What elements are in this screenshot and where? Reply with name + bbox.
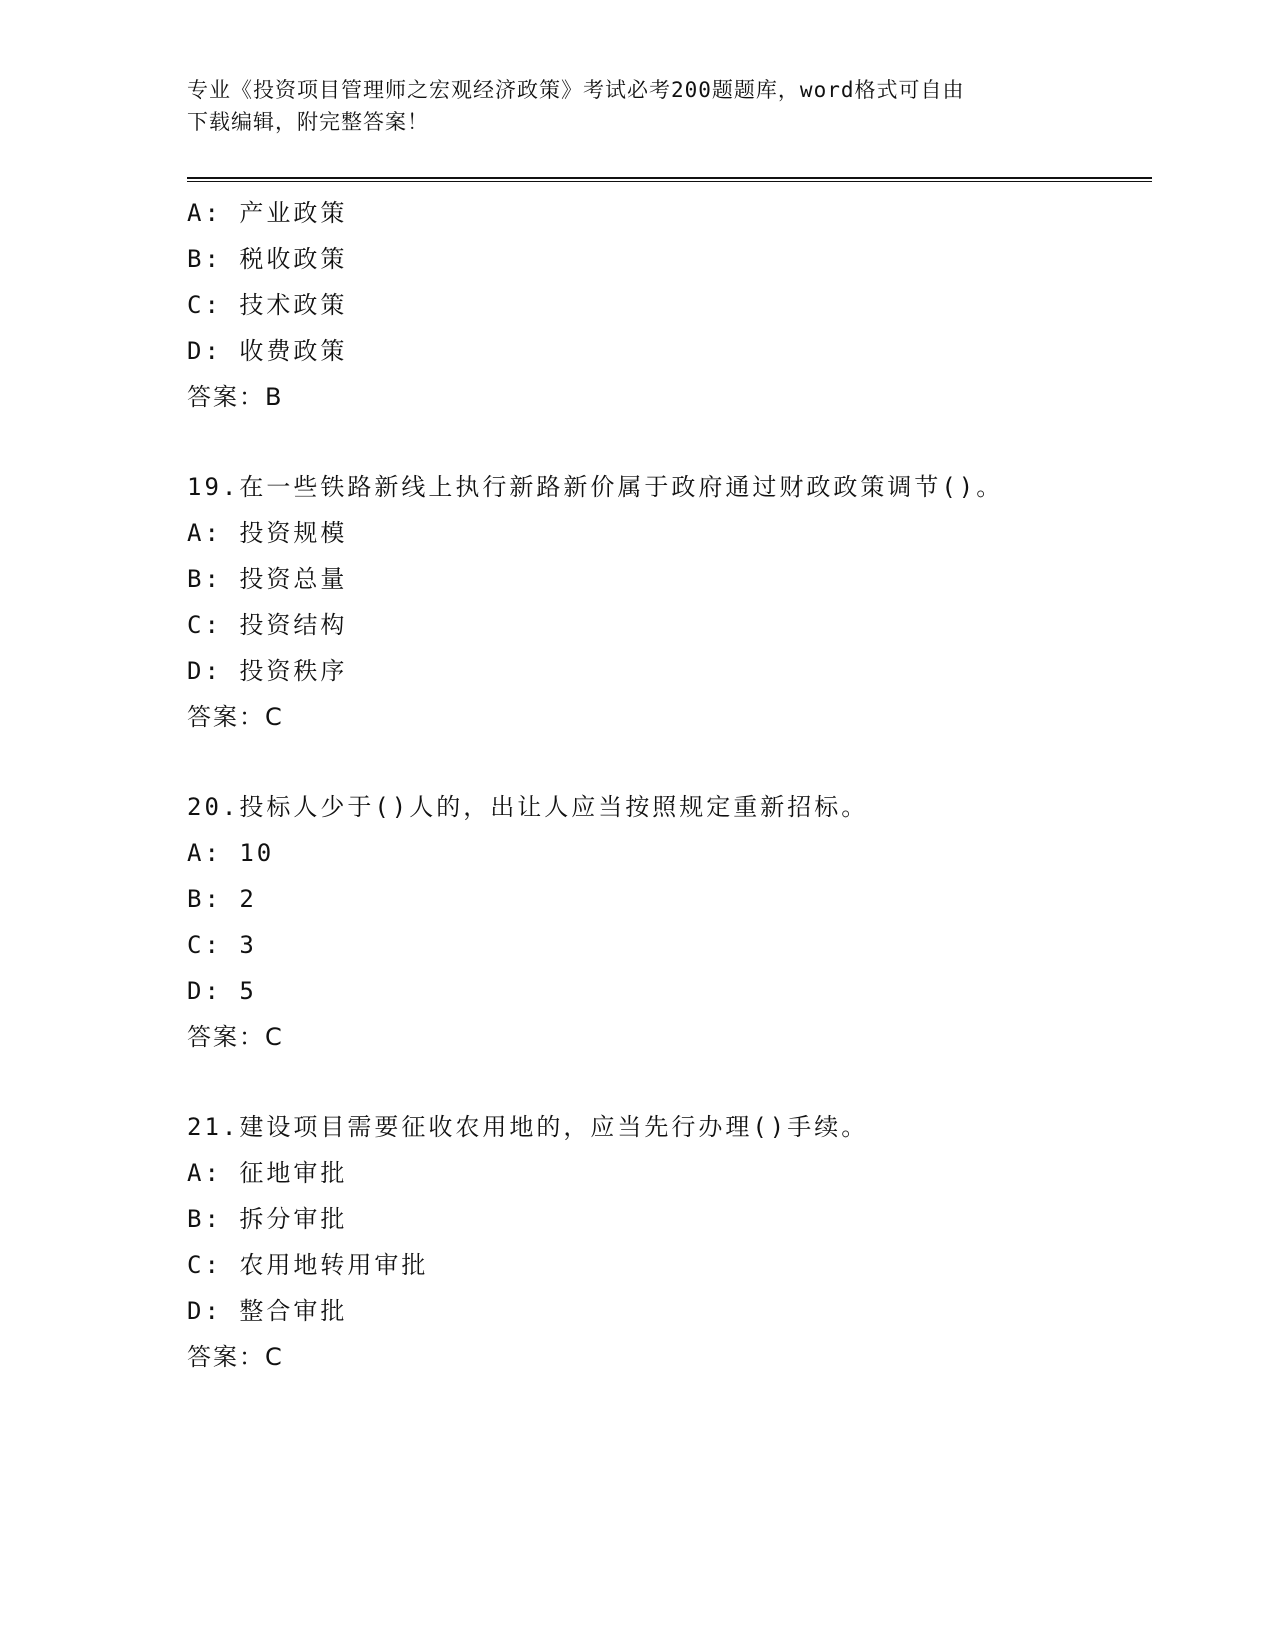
option-b: B: 投资总量 <box>187 565 348 593</box>
option-d: D: 5 <box>187 977 257 1005</box>
option-a: A: 产业政策 <box>187 199 348 227</box>
option-d: D: 整合审批 <box>187 1297 348 1325</box>
header-line-1: 专业《投资项目管理师之宏观经济政策》考试必考200题题库，word格式可自由 <box>187 78 965 102</box>
question-text: 21.建设项目需要征收农用地的，应当先行办理()手续。 <box>187 1113 869 1141</box>
spacer <box>187 420 1147 464</box>
question-18 <box>187 190 1147 420</box>
answer: 答案：C <box>187 1343 284 1371</box>
question-21 <box>187 1104 1147 1380</box>
answer: 答案：C <box>187 703 284 731</box>
option-a: A: 征地审批 <box>187 1159 348 1187</box>
question-text: 19.在一些铁路新线上执行新路新价属于政府通过财政政策调节()。 <box>187 473 1004 501</box>
header-divider <box>187 177 1152 182</box>
question-list <box>187 190 1147 1380</box>
spacer <box>187 1060 1147 1104</box>
option-c: C: 3 <box>187 931 257 959</box>
spacer <box>187 740 1147 784</box>
header-line-2: 下载编辑，附完整答案！ <box>187 110 429 134</box>
option-d: D: 收费政策 <box>187 337 348 365</box>
option-c: C: 农用地转用审批 <box>187 1251 429 1279</box>
option-a: A: 投资规模 <box>187 519 348 547</box>
document-header <box>187 74 1067 138</box>
question-19 <box>187 464 1147 740</box>
option-a: A: 10 <box>187 839 275 867</box>
option-b: B: 2 <box>187 885 257 913</box>
option-d: D: 投资秩序 <box>187 657 348 685</box>
option-b: B: 拆分审批 <box>187 1205 348 1233</box>
question-20 <box>187 784 1147 1060</box>
option-c: C: 投资结构 <box>187 611 348 639</box>
option-b: B: 税收政策 <box>187 245 348 273</box>
answer: 答案：C <box>187 1023 284 1051</box>
answer: 答案：B <box>187 383 284 411</box>
option-c: C: 技术政策 <box>187 291 348 319</box>
question-text: 20.投标人少于()人的，出让人应当按照规定重新招标。 <box>187 793 869 821</box>
